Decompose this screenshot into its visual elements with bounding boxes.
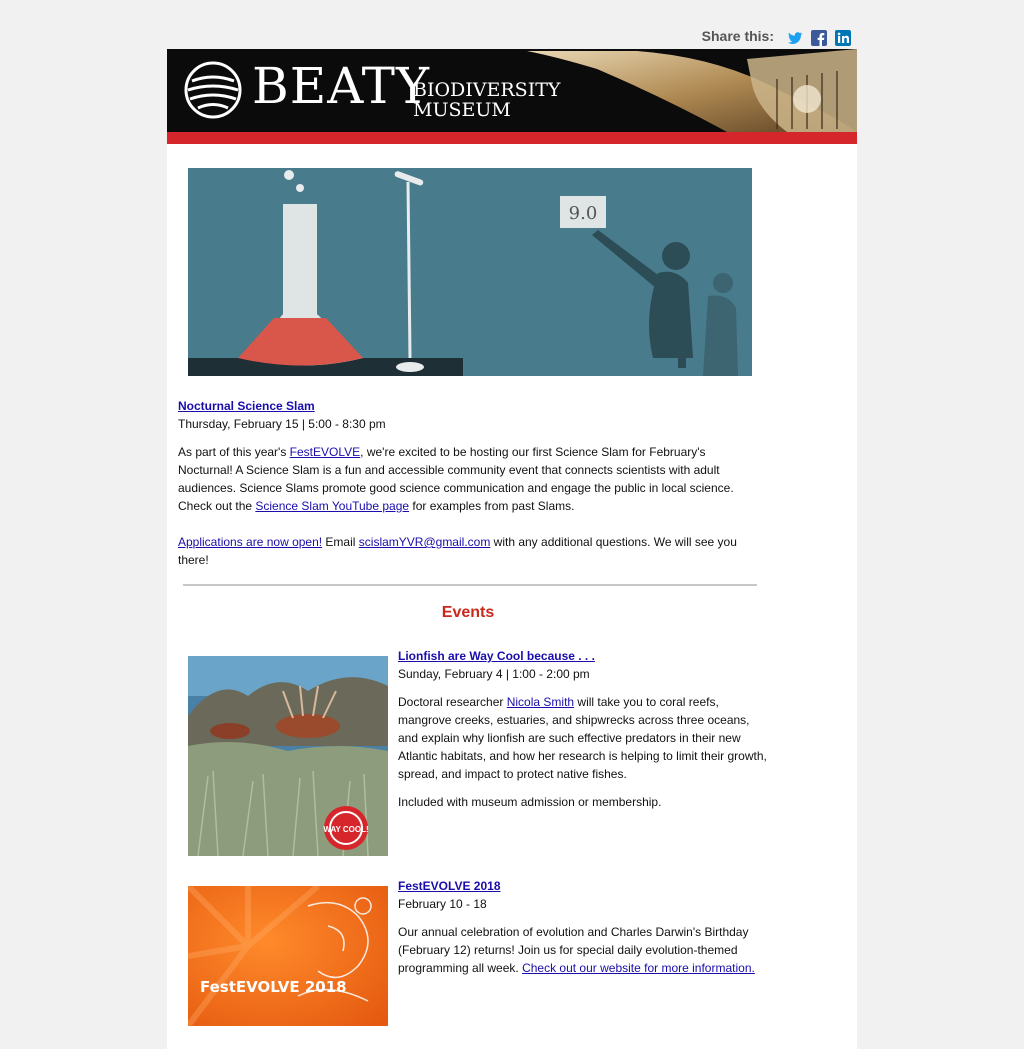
share-label: Share this:	[701, 28, 774, 44]
festevolve-link[interactable]: FestEVOLVE	[289, 445, 361, 459]
logo-wordmark: BEATY	[252, 57, 430, 115]
header-banner[interactable]	[167, 49, 857, 132]
event-description: Our annual celebration of evolution and Charles Darwin's Birthday (February 12) returns! Join us for special daily evolution-themed programming all week. Check out our website for more information.	[398, 925, 755, 975]
events-heading: Events	[441, 604, 495, 621]
header-accent-bar	[167, 132, 857, 144]
email-link[interactable]: scislamYVR@gmail.com	[358, 535, 491, 549]
event-festevolve	[398, 877, 768, 977]
feature-article	[178, 397, 758, 569]
way-cool-badge: WAY COOL!	[323, 825, 369, 834]
logo-subtitle: BIODIVERSITY MUSEUM	[413, 79, 561, 121]
festevolve-banner-text: FestEVOLVE 2018	[200, 978, 347, 996]
share-bar	[0, 28, 857, 48]
feature-date: Thursday, February 15 | 5:00 - 8:30 pm	[178, 417, 386, 431]
whale-skull-image	[517, 49, 857, 132]
more-info-link[interactable]: Check out our website for more information.	[522, 961, 755, 975]
event-admission-note: Included with museum admission or membership.	[398, 795, 662, 809]
event-date: Sunday, February 4 | 1:00 - 2:00 pm	[398, 667, 590, 681]
science-slam-hero-image[interactable]	[188, 168, 752, 376]
event-lionfish	[398, 647, 768, 811]
event-title-link[interactable]: Lionfish are Way Cool because . . .	[398, 649, 595, 663]
event-title-link[interactable]: FestEVOLVE 2018	[398, 879, 501, 893]
nicola-smith-link[interactable]: Nicola Smith	[506, 695, 575, 709]
newsletter-container	[167, 49, 857, 1049]
feature-apply: Applications are now open! Email scislamYVR@gmail.com with any additional questions. We will see you there!	[178, 535, 737, 567]
festevolve-banner-image[interactable]	[188, 886, 388, 1026]
twitter-icon[interactable]	[787, 30, 803, 46]
facebook-icon[interactable]	[811, 30, 827, 46]
applications-link[interactable]: Applications are now open!	[178, 535, 323, 549]
event-description: Doctoral researcher Nicola Smith will take you to coral reefs, mangrove creeks, estuaries, and shipwrecks across three oceans, and explain why lionfish are such effective predators in their new Atlantic habitats, and how her research is helping to limit their growth, spread, and impact to protect native fishes.	[398, 695, 767, 781]
feature-body: As part of this year's FestEVOLVE, we're excited to be hosting our first Science Slam for February's Nocturnal! A Science Slam is a fun and accessible community event that connects scientists with adult audiences. Science Slams promote good science communication and engage the public in local science. Check out the Science Slam YouTube page for examples from past Slams.	[178, 445, 734, 513]
section-divider	[183, 584, 757, 586]
feature-title-link[interactable]: Nocturnal Science Slam	[178, 399, 315, 413]
event-date: February 10 - 18	[398, 897, 487, 911]
lionfish-image[interactable]	[188, 656, 388, 856]
museum-logo-icon	[184, 61, 242, 119]
youtube-page-link[interactable]: Science Slam YouTube page	[255, 499, 410, 513]
linkedin-icon[interactable]	[835, 30, 851, 46]
score-card-text: 9.0	[568, 203, 598, 224]
